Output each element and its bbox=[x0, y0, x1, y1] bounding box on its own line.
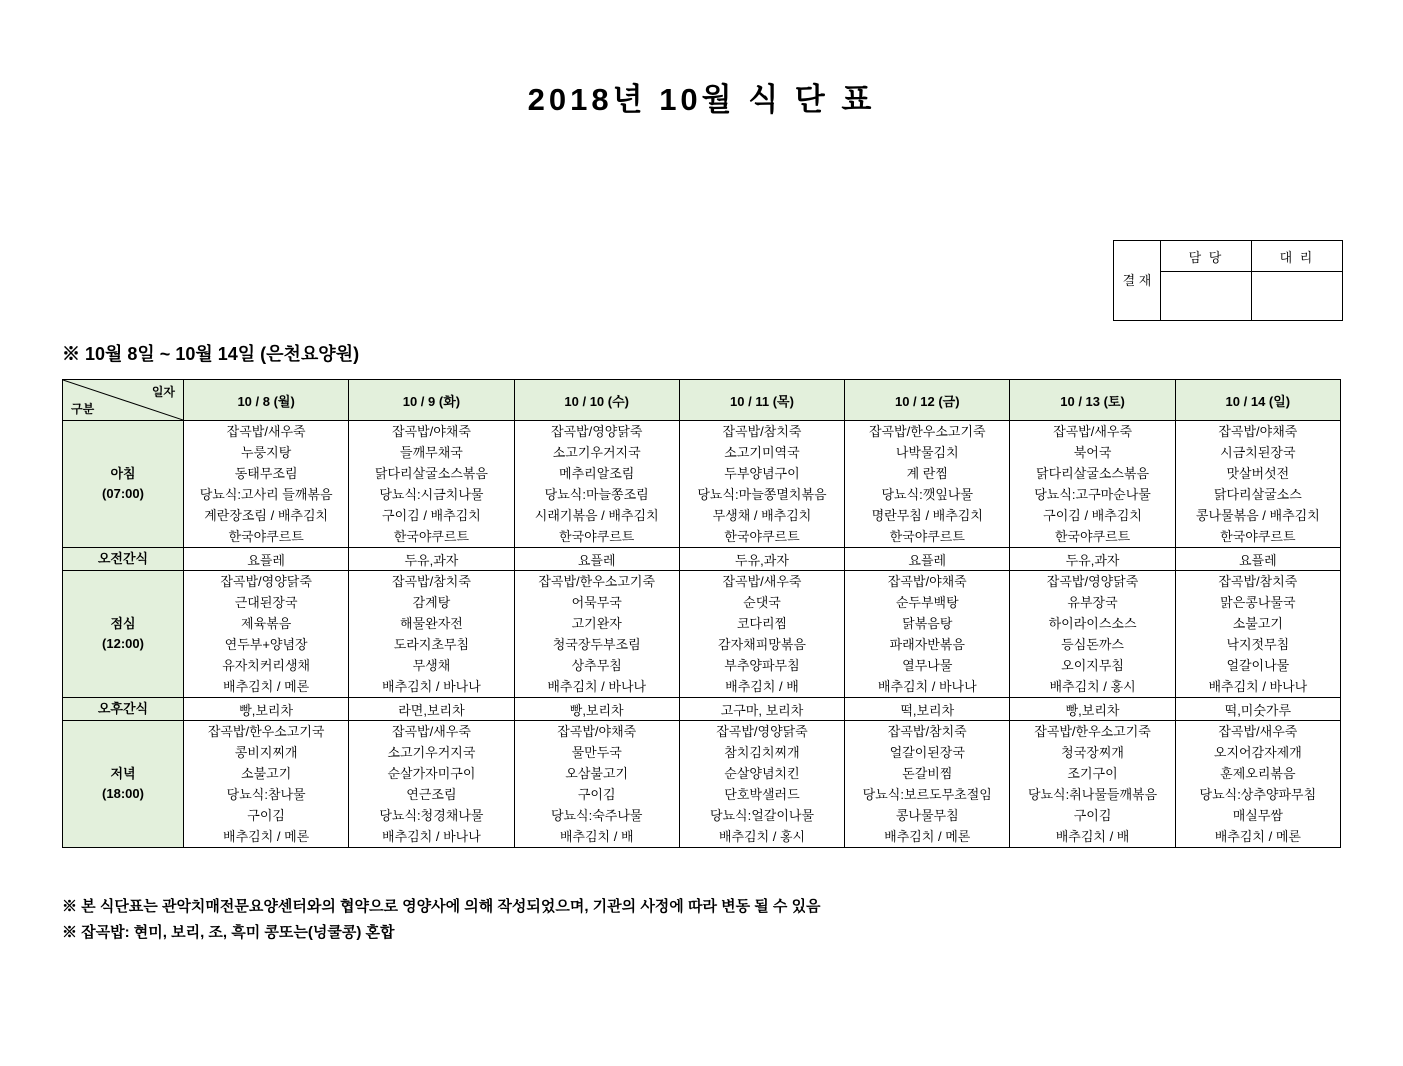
row-label-lunch bbox=[63, 571, 184, 698]
corner-type-label: 구분 bbox=[71, 402, 95, 416]
row-label-afternoon-snack: 오후간식 bbox=[63, 698, 184, 721]
cell-dinner-mon: 잡곡밥/한우소고기국 콩비지찌개 소불고기 당뇨식:참나물 구이김 배추김치 / 메론 bbox=[184, 721, 349, 848]
day-header-mon: 10 / 8 (월) bbox=[184, 380, 349, 421]
cell-dinner-thu: 잡곡밥/영양닭죽 참치김치찌개 순살양념치킨 단호박샐러드 당뇨식:얼갈이나물 배추김치 / 홍시 bbox=[679, 721, 844, 848]
cell-lunch-mon: 잡곡밥/영양닭죽 근대된장국 제육볶음 연두부+양념장 유자치커리생채 배추김치 / 메론 bbox=[184, 571, 349, 698]
cell-dinner-tue: 잡곡밥/새우죽 소고기우거지국 순살가자미구이 연근조림 당뇨식:청경채나물 배추김치 / 바나나 bbox=[349, 721, 514, 848]
cell-morning-snack-sun: 요플레 bbox=[1175, 548, 1340, 571]
cell-morning-snack-sat: 두유,과자 bbox=[1010, 548, 1175, 571]
cell-dinner-sun: 잡곡밥/새우죽 오지어감자제개 훈제오리볶음 당뇨식:상추양파무침 매실무쌈 배추김치 / 메론 bbox=[1175, 721, 1340, 848]
cell-dinner-wed: 잡곡밥/야채죽 물만두국 오삼불고기 구이김 당뇨식:숙주나물 배추김치 / 배 bbox=[514, 721, 679, 848]
footnotes bbox=[62, 894, 821, 946]
cell-lunch-fri: 잡곡밥/야채죽 순두부백탕 닭볶음탕 파래자반볶음 열무나물 배추김치 / 바나나 bbox=[845, 571, 1010, 698]
table-header-row bbox=[63, 380, 1341, 421]
cell-breakfast-fri: 잡곡밥/한우소고기죽 나박물김치 계 란찜 당뇨식:깻잎나물 명란무침 / 배추김치 한국야쿠르트 bbox=[845, 421, 1010, 548]
cell-afternoon-snack-wed: 빵,보리차 bbox=[514, 698, 679, 721]
day-header-sat: 10 / 13 (토) bbox=[1010, 380, 1175, 421]
approval-stamp-table bbox=[1113, 240, 1343, 321]
cell-morning-snack-thu: 두유,과자 bbox=[679, 548, 844, 571]
cell-lunch-tue: 잡곡밥/참치죽 감계탕 해물완자전 도라지초무침 무생채 배추김치 / 바나나 bbox=[349, 571, 514, 698]
cell-afternoon-snack-sat: 빵,보리차 bbox=[1010, 698, 1175, 721]
day-header-tue: 10 / 9 (화) bbox=[349, 380, 514, 421]
weekly-menu-table bbox=[62, 379, 1341, 848]
footnote-2: ※ 잡곡밥: 현미, 보리, 조, 흑미 콩또는(넝쿨콩) 혼합 bbox=[62, 924, 395, 941]
cell-morning-snack-mon: 요플레 bbox=[184, 548, 349, 571]
row-label-lunch-time: (12:00) bbox=[102, 636, 144, 651]
table-row-morning-snack bbox=[63, 548, 1341, 571]
cell-breakfast-tue: 잡곡밥/야채죽 들깨무채국 닭다리살굴소스볶음 당뇨식:시금치나물 구이김 / 배추김치 한국야쿠르트 bbox=[349, 421, 514, 548]
day-header-wed: 10 / 10 (수) bbox=[514, 380, 679, 421]
menu-table-container bbox=[62, 379, 1341, 848]
page-title: 2018년 10월 식 단 표 bbox=[527, 82, 876, 117]
corner-date-label: 일자 bbox=[151, 385, 175, 399]
cell-breakfast-sun: 잡곡밥/야채죽 시금치된장국 맛살버섯전 닭다리살굴소스 콩나물볶음 / 배추김치 한국야쿠르트 bbox=[1175, 421, 1340, 548]
row-label-breakfast bbox=[63, 421, 184, 548]
cell-morning-snack-fri: 요플레 bbox=[845, 548, 1010, 571]
document-page bbox=[0, 74, 1403, 1066]
cell-breakfast-sat: 잡곡밥/새우죽 북어국 닭다리살굴소스볶음 당뇨식:고구마순나물 구이김 / 배추김치 한국야쿠르트 bbox=[1010, 421, 1175, 548]
row-label-breakfast-main: 아침 bbox=[110, 466, 136, 481]
approval-signature-manager[interactable] bbox=[1161, 272, 1252, 321]
cell-morning-snack-wed: 요플레 bbox=[514, 548, 679, 571]
cell-lunch-wed: 잡곡밥/한우소고기죽 어묵무국 고기완자 청국장두부조림 상추무침 배추김치 / 바나나 bbox=[514, 571, 679, 698]
row-label-breakfast-time: (07:00) bbox=[102, 486, 144, 501]
day-header-sun: 10 / 14 (일) bbox=[1175, 380, 1340, 421]
footnote-1: ※ 본 식단표는 관악치매전문요양센터와의 협약으로 영양사에 의해 작성되었으며, 기관의 사정에 따라 변동 될 수 있음 bbox=[62, 898, 821, 915]
cell-afternoon-snack-mon: 빵,보리차 bbox=[184, 698, 349, 721]
table-row-afternoon-snack bbox=[63, 698, 1341, 721]
cell-afternoon-snack-sun: 떡,미숫가루 bbox=[1175, 698, 1340, 721]
cell-afternoon-snack-thu: 고구마, 보리차 bbox=[679, 698, 844, 721]
period-subtitle: ※ 10월 8일 ~ 10월 14일 (은천요양원) bbox=[62, 344, 360, 364]
day-header-fri: 10 / 12 (금) bbox=[845, 380, 1010, 421]
table-row-lunch bbox=[63, 571, 1341, 698]
cell-lunch-thu: 잡곡밥/새우죽 순댓국 코다리찜 감자채피망볶음 부추양파무침 배추김치 / 배 bbox=[679, 571, 844, 698]
table-corner-cell bbox=[63, 380, 184, 421]
cell-dinner-sat: 잡곡밥/한우소고기죽 청국장찌개 조기구이 당뇨식:취나물들깨볶음 구이김 배추김치 / 배 bbox=[1010, 721, 1175, 848]
approval-col-manager: 담 당 bbox=[1161, 241, 1252, 272]
cell-afternoon-snack-tue: 라면,보리차 bbox=[349, 698, 514, 721]
row-label-dinner bbox=[63, 721, 184, 848]
approval-signature-deputy[interactable] bbox=[1252, 272, 1343, 321]
cell-dinner-fri: 잡곡밥/참치죽 얼갈이된장국 돈갈비찜 당뇨식:보르도무초절임 콩나물무침 배추김치 / 메론 bbox=[845, 721, 1010, 848]
row-label-lunch-main: 점심 bbox=[110, 616, 136, 631]
approval-col-deputy: 대 리 bbox=[1252, 241, 1343, 272]
cell-afternoon-snack-fri: 떡,보리차 bbox=[845, 698, 1010, 721]
approval-label: 결 재 bbox=[1114, 241, 1161, 321]
cell-morning-snack-tue: 두유,과자 bbox=[349, 548, 514, 571]
cell-breakfast-mon: 잡곡밥/새우죽 누룽지탕 동태무조림 당뇨식:고사리 들깨볶음 계란장조림 / 배추김치 한국야쿠르트 bbox=[184, 421, 349, 548]
row-label-dinner-time: (18:00) bbox=[102, 786, 144, 801]
table-row-dinner bbox=[63, 721, 1341, 848]
table-row-breakfast bbox=[63, 421, 1341, 548]
cell-breakfast-wed: 잡곡밥/영양닭죽 소고기우거지국 메추리알조림 당뇨식:마늘쫑조림 시래기볶음 / 배추김치 한국야쿠르트 bbox=[514, 421, 679, 548]
cell-lunch-sat: 잡곡밥/영양닭죽 유부장국 하이라이스소스 등심돈까스 오이지무침 배추김치 / 홍시 bbox=[1010, 571, 1175, 698]
day-header-thu: 10 / 11 (목) bbox=[679, 380, 844, 421]
row-label-morning-snack: 오전간식 bbox=[63, 548, 184, 571]
cell-lunch-sun: 잡곡밥/참치죽 맑은콩나물국 소불고기 낙지젓무침 얼갈이나물 배추김치 / 바나나 bbox=[1175, 571, 1340, 698]
row-label-dinner-main: 저녁 bbox=[110, 766, 136, 781]
cell-breakfast-thu: 잡곡밥/참치죽 소고기미역국 두부양념구이 당뇨식:마늘쫑멸치볶음 무생채 / 배추김치 한국야쿠르트 bbox=[679, 421, 844, 548]
